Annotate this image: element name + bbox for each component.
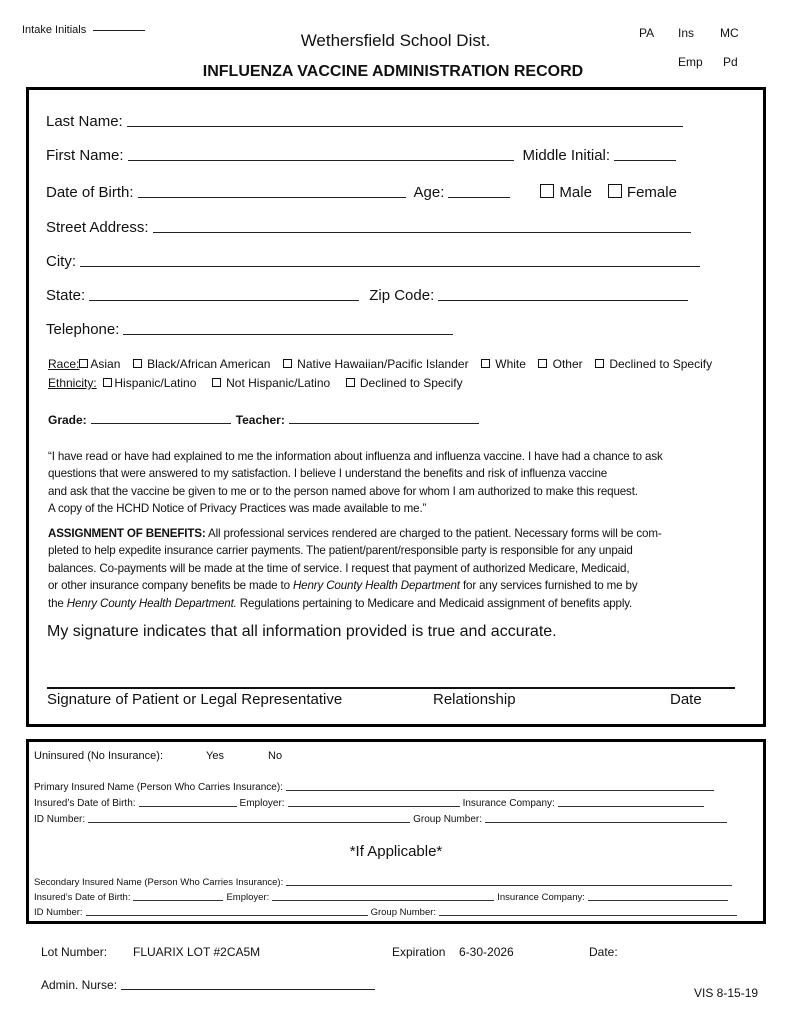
city-field[interactable] (46, 253, 700, 270)
zip-label: Zip Code: (369, 287, 435, 304)
intake-initials-label: Intake Initials (22, 24, 87, 36)
secondary-name-input[interactable] (286, 885, 732, 886)
primary-employer-input[interactable] (288, 806, 460, 807)
expiration-value: 6-30-2026 (459, 945, 514, 959)
primary-id-input[interactable] (88, 822, 410, 823)
city-label: City: (46, 253, 76, 270)
white-checkbox[interactable] (481, 359, 490, 368)
secondary-name-field[interactable]: Secondary Insured Name (Person Who Carries Insurance): (34, 877, 735, 888)
form-title: INFLUENZA VACCINE ADMINISTRATION RECORD (202, 63, 584, 80)
teacher-label: Teacher: (235, 413, 285, 427)
last-name-label: Last Name: (46, 113, 123, 130)
admin-date-label: Date: (589, 945, 618, 959)
teacher-input[interactable] (289, 423, 479, 424)
admin-nurse-field[interactable] (41, 978, 375, 992)
race-row (48, 357, 712, 371)
other-checkbox[interactable] (538, 359, 547, 368)
age-input[interactable] (448, 197, 510, 198)
race-declined-checkbox[interactable] (595, 359, 604, 368)
signature-statement: My signature indicates that all information provided is true and accurate. (47, 623, 557, 640)
ethnicity-declined-checkbox[interactable] (346, 378, 355, 387)
first-name-label: First Name: (46, 147, 124, 164)
first-name-field[interactable] (46, 147, 676, 164)
primary-name-field[interactable]: Primary Insured Name (Person Who Carries Insurance): (34, 782, 717, 793)
secondary-employer-input[interactable] (272, 900, 494, 901)
female-checkbox[interactable] (608, 184, 622, 198)
secondary-details-row: Insured’s Date of Birth: Employer: Insurance Company: (34, 892, 731, 903)
street-address-label: Street Address: (46, 219, 149, 236)
relationship-label: Relationship (433, 691, 516, 708)
if-applicable-note: *If Applicable* (349, 843, 443, 860)
street-address-input[interactable] (153, 232, 691, 233)
assignment-of-benefits: ASSIGNMENT OF BENEFITS: All professional services rendered are charged to the patient. Necessary forms will be com- pleted to help expedite insurance carrier payments. The patient/parent/responsible party is responsible for any unpaid balances. Co-payments will be made at the time of service. I request that payment of authorized Medicare, Medicaid, or other insurance company benefits be made to Henry County Health Department for any services furnished to me by the Henry County Health Department. Regulations pertaining to Medicare and Medicaid assignment of benefits apply. (48, 527, 662, 610)
asian-checkbox[interactable] (79, 359, 88, 368)
state-label: State: (46, 287, 86, 304)
signature-date-label: Date (670, 691, 702, 708)
primary-id-row: ID Number: Group Number: (34, 814, 730, 825)
telephone-input[interactable] (123, 334, 453, 335)
state-input[interactable] (89, 300, 359, 301)
primary-name-input[interactable] (286, 790, 714, 791)
code-mc: MC (720, 26, 739, 40)
pacific-islander-checkbox[interactable] (283, 359, 292, 368)
lot-number-label: Lot Number: (41, 945, 108, 959)
middle-initial-label: Middle Initial: (522, 147, 611, 164)
code-ins: Ins (678, 26, 695, 40)
last-name-field[interactable] (46, 113, 683, 130)
female-option[interactable]: Female (608, 184, 677, 201)
race-option-declined[interactable]: Declined to Specify (595, 357, 712, 371)
first-name-input[interactable] (128, 160, 514, 161)
age-label: Age: (413, 184, 445, 201)
code-emp: Emp (678, 55, 703, 69)
grade-teacher-row (48, 413, 479, 427)
male-checkbox[interactable] (540, 184, 554, 198)
ethnicity-option-hispanic[interactable]: Hispanic/Latino (103, 376, 196, 390)
secondary-dob-input[interactable] (133, 900, 223, 901)
secondary-id-row: ID Number: Group Number: (34, 907, 740, 918)
primary-group-input[interactable] (485, 822, 727, 823)
grade-label: Grade: (48, 413, 87, 427)
middle-initial-input[interactable] (614, 160, 676, 161)
ethnicity-row (48, 376, 463, 390)
insurance-section (26, 739, 766, 924)
ethnicity-option-declined[interactable]: Declined to Specify (346, 376, 463, 390)
city-input[interactable] (80, 266, 700, 267)
admin-nurse-label: Admin. Nurse: (41, 978, 118, 992)
hispanic-checkbox[interactable] (103, 378, 112, 387)
vis-version: VIS 8-15-19 (694, 986, 759, 1000)
secondary-id-input[interactable] (86, 915, 368, 916)
consent-statement: “I have read or have had explained to me the information about influenza and influenza vaccine. I have had a chance to ask questions that were answered to my satisfaction. I believe I understand the benefits and risk of influenza vaccine and ask that the vaccine be given to me or to the person named above for whom I am authorized to make this request. A copy of the HCHD Notice of Privacy Practices was made available to me.” (48, 450, 663, 516)
ethnicity-label: Ethnicity: (48, 376, 97, 390)
assignment-heading: ASSIGNMENT OF BENEFITS: (48, 527, 206, 540)
uninsured-no-option[interactable]: No (268, 750, 283, 762)
expiration-label: Expiration (392, 945, 446, 959)
code-pa: PA (639, 26, 655, 40)
dob-input[interactable] (138, 197, 406, 198)
dob-field[interactable] (46, 184, 677, 201)
male-option[interactable]: Male (540, 184, 592, 201)
state-zip-row (46, 287, 688, 304)
lot-number-value: FLUARIX LOT #2CA5M (133, 945, 261, 959)
race-label: Race: (48, 357, 80, 371)
uninsured-yes-option[interactable]: Yes (206, 750, 224, 762)
race-option-black[interactable]: Black/African American (133, 357, 271, 371)
district-name: Wethersfield School Dist. (300, 31, 491, 50)
ethnicity-option-not-hispanic[interactable]: Not Hispanic/Latino (212, 376, 330, 390)
race-option-white[interactable]: White (481, 357, 526, 371)
secondary-group-input[interactable] (439, 915, 737, 916)
uninsured-label: Uninsured (No Insurance): (34, 750, 164, 762)
secondary-company-input[interactable] (588, 900, 728, 901)
race-option-other[interactable]: Other (538, 357, 582, 371)
grade-input[interactable] (91, 423, 231, 424)
admin-nurse-input[interactable] (121, 989, 375, 990)
race-option-pacific-islander[interactable]: Native Hawaiian/Pacific Islander (283, 357, 469, 371)
primary-details-row: Insured’s Date of Birth: Employer: Insurance Company: (34, 798, 707, 809)
not-hispanic-checkbox[interactable] (212, 378, 221, 387)
dob-label: Date of Birth: (46, 184, 134, 201)
telephone-label: Telephone: (46, 321, 120, 338)
signature-label: Signature of Patient or Legal Representative (47, 691, 343, 708)
telephone-field[interactable] (46, 321, 453, 338)
primary-dob-input[interactable] (139, 806, 237, 807)
code-pd: Pd (723, 55, 738, 69)
last-name-input[interactable] (127, 126, 683, 127)
black-checkbox[interactable] (133, 359, 142, 368)
primary-company-input[interactable] (558, 806, 704, 807)
patient-info-section (26, 87, 766, 727)
street-address-field[interactable] (46, 219, 691, 236)
race-option-asian[interactable]: Asian (79, 357, 120, 371)
zip-input[interactable] (438, 300, 688, 301)
signature-line[interactable] (47, 687, 735, 689)
